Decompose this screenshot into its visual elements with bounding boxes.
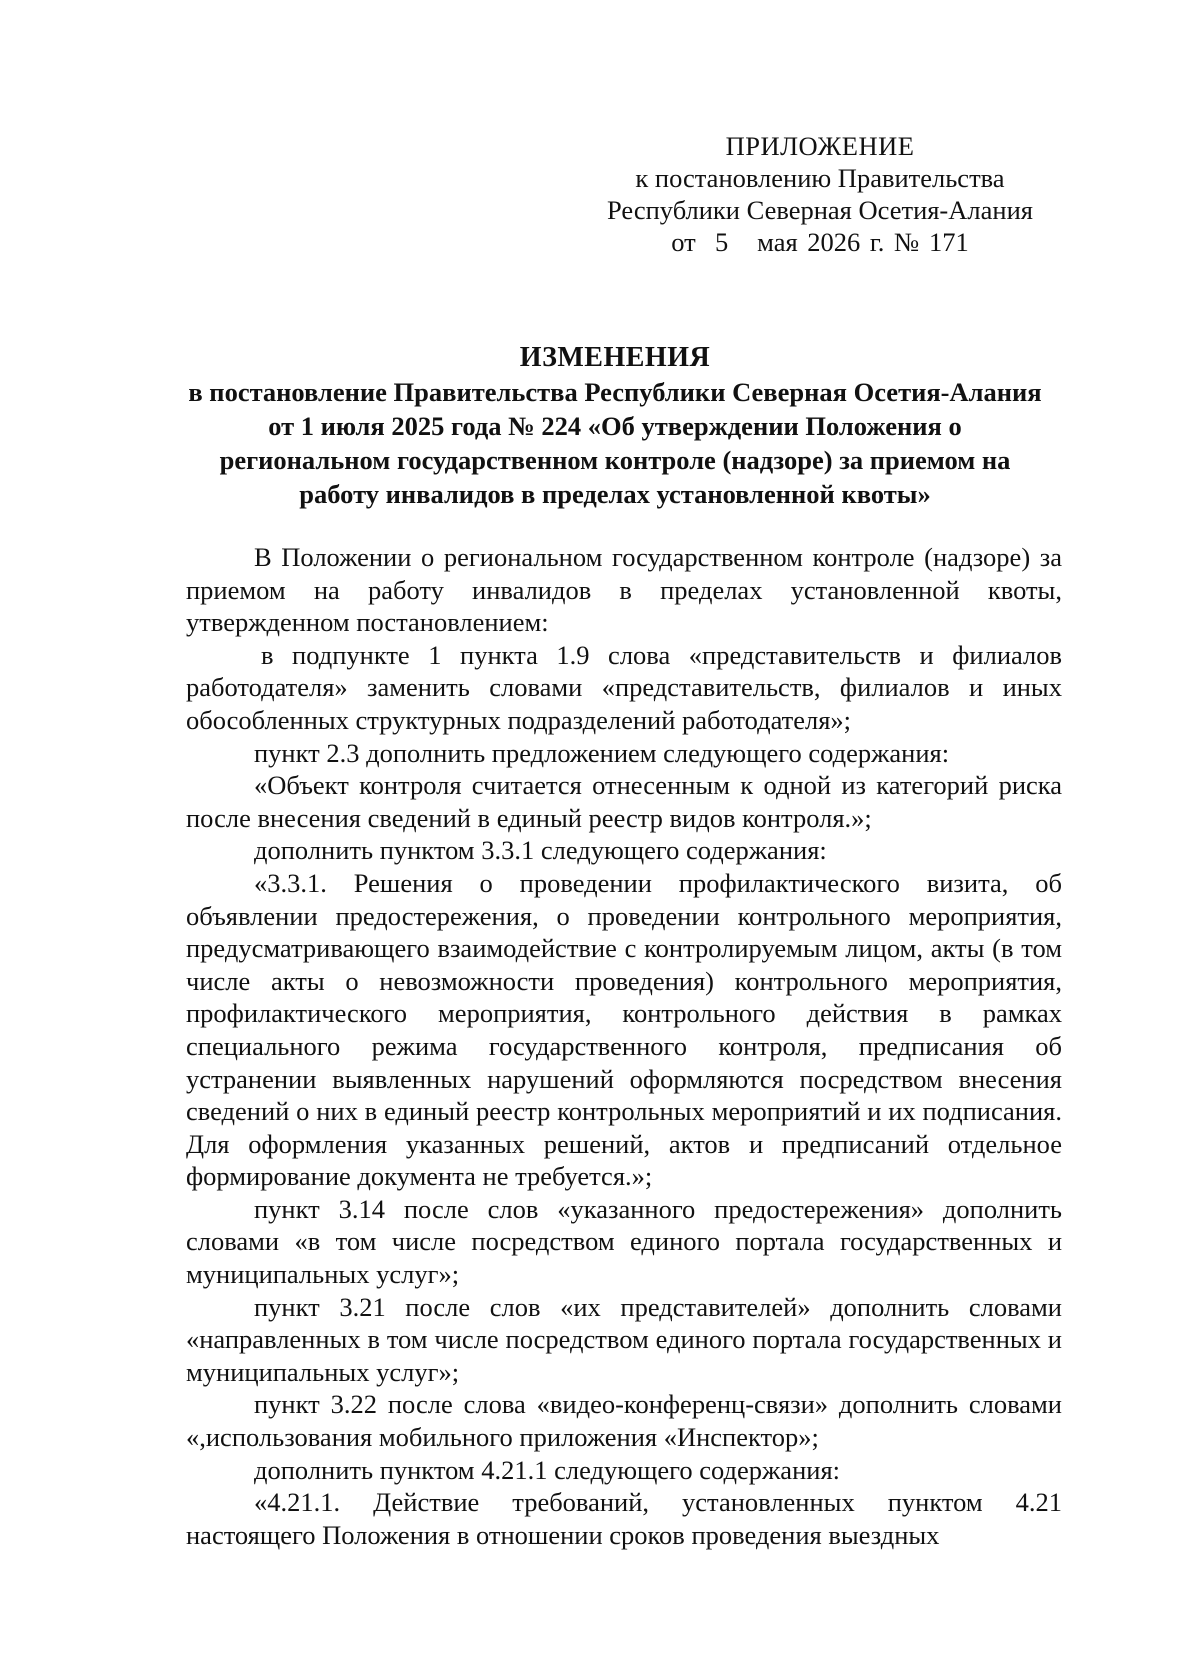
appendix-block xyxy=(560,130,1080,258)
appendix-title: ПРИЛОЖЕНИЕ xyxy=(725,131,915,161)
paragraph: пункт 3.21 после слов «их представителей» дополнить словами «направленных в том числе посредством единого портала государственных и муниципальных услуг»; xyxy=(186,1291,1062,1387)
paragraph: «Объект контроля считается отнесенным к одной из категорий риска после внесения сведений в единый реестр видов контроля.»; xyxy=(186,770,1062,833)
heading-main: ИЗМЕНЕНИЯ xyxy=(519,342,711,373)
heading-line-3: региональном государственном контроле (надзоре) за приемом на xyxy=(219,445,1011,475)
paragraph: дополнить пунктом 4.21.1 следующего содержания: xyxy=(254,1454,840,1485)
heading-line-1: в постановление Правительства Республики Северная Осетия-Алания xyxy=(188,377,1042,407)
paragraph: пункт 2.3 дополнить предложением следующего содержания: xyxy=(254,737,950,768)
document-heading xyxy=(150,341,1080,511)
appendix-line-1: к постановлению Правительства xyxy=(635,163,1005,193)
paragraph: в подпункте 1 пункта 1.9 слова «представительств и филиалов работодателя» заменить словами «представительств, филиалов и иных обособленных структурных подразделений работодателя»; xyxy=(186,639,1062,735)
paragraph: «3.3.1. Решения о проведении профилактического визита, об объявлении предостережения, о проведении контрольного мероприятия, предусматривающего взаимодействие с контролируемым лицом, акты (в том числе акты о невозможности проведения) контрольного мероприятия, профилактического мероприятия, контрольного действия в рамках специального режима государственного контроля, предписания об устранении выявленных нарушений оформляются посредством внесения сведений о них в единый реестр контрольных мероприятий и их подписания. Для оформления указанных решений, актов и предписаний отдельное формирование документа не требуется.»; xyxy=(186,867,1062,1192)
paragraph: дополнить пунктом 3.3.1 следующего содержания: xyxy=(254,835,827,866)
heading-line-2: от 1 июля 2025 года № 224 «Об утверждении Положения о xyxy=(268,411,962,441)
appendix-date-line: от 5 мая 2026 г. № 171 xyxy=(671,227,969,257)
paragraph: пункт 3.14 после слов «указанного предостережения» дополнить словами «в том числе посредством единого портала государственных и муниципальных услуг»; xyxy=(186,1193,1062,1290)
paragraph: пункт 3.22 после слова «видео-конференц-связи» дополнить словами «,использования мобильного приложения «Инспектор»; xyxy=(186,1389,1062,1453)
heading-line-4: работу инвалидов в пределах установленной квоты» xyxy=(299,479,931,509)
document-body xyxy=(186,541,1062,1551)
appendix-line-2: Республики Северная Осетия-Алания xyxy=(607,195,1033,225)
paragraph: В Положении о региональном государственном контроле (надзоре) за приемом на работу инвалидов в пределах установленной квоты, утвержденном постановлением: xyxy=(186,542,1062,638)
paragraph: «4.21.1. Действие требований, установленных пунктом 4.21 настоящего Положения в отношении сроков проведения выездных xyxy=(186,1487,1062,1550)
